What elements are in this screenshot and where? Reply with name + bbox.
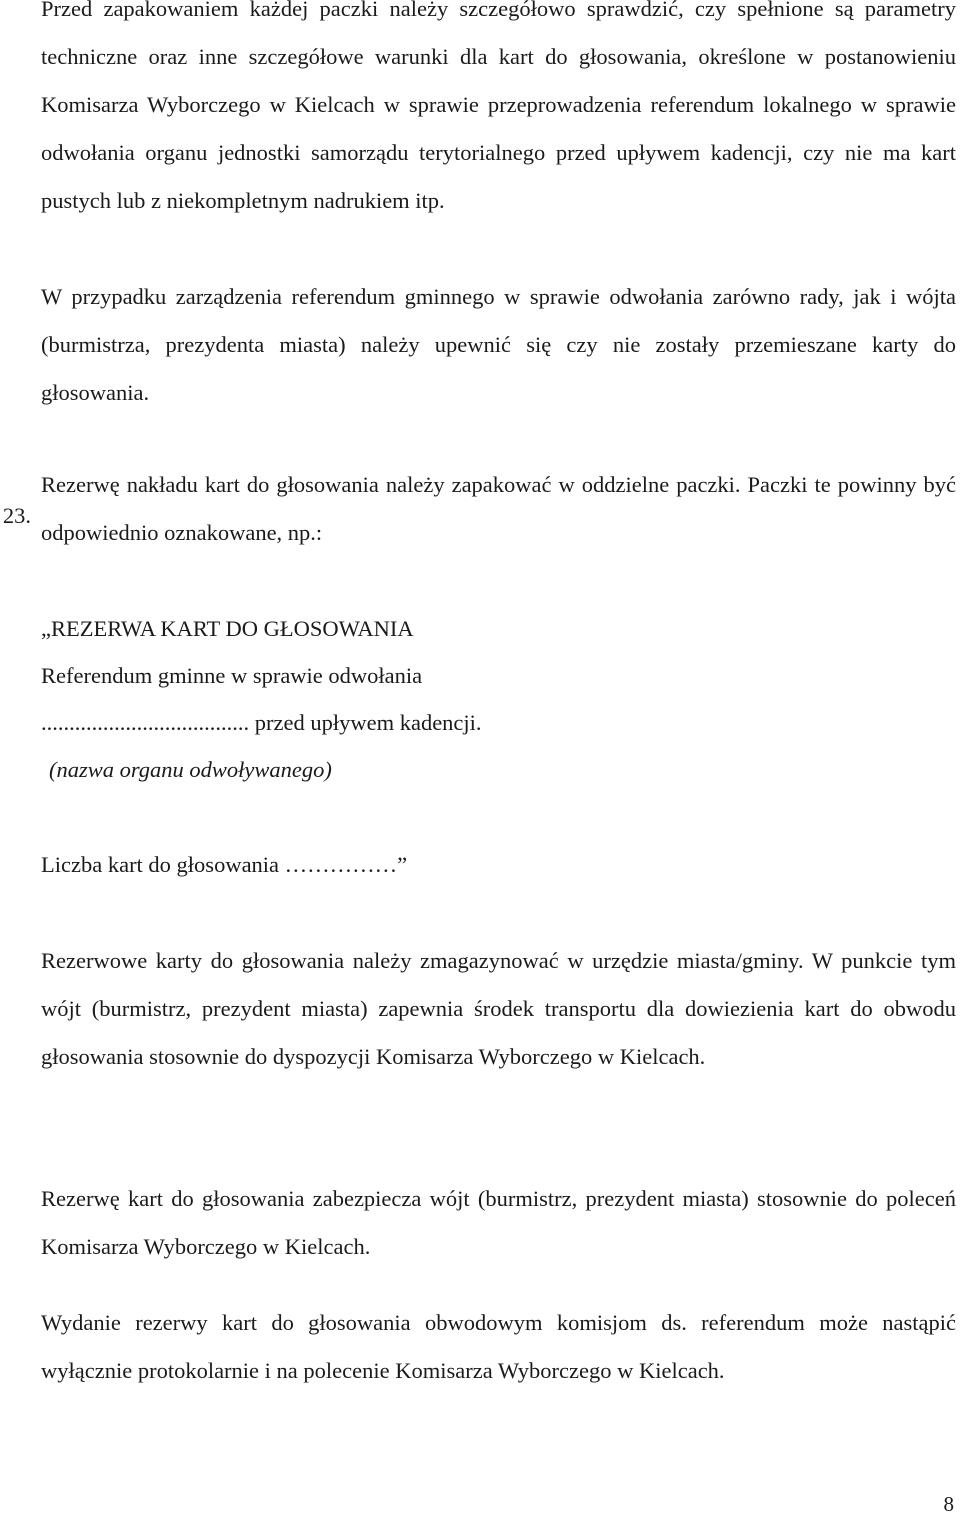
label-line-card-count: Liczba kart do głosowania ……………” — [41, 852, 408, 877]
issuance-paragraph: Wydanie rezerwy kart do głosowania obwodowym komisjom ds. referendum może nastąpić wyłącznie protokolarnie i na polecenie Komisarza Wyborczego w Kielcach. — [41, 1310, 956, 1383]
intro-section-2 — [41, 273, 956, 417]
item-23-text: Rezerwę nakładu kart do głosowania należy zapakować w oddzielne paczki. Paczki te powinny być odpowiednio oznakowane, np.: — [41, 472, 956, 545]
item-23-paragraph: 23. Rezerwę nakładu kart do głosowania należy zapakować w oddzielne paczki. Paczki te powinny być odpowiednio oznakowane, np.: — [2, 472, 956, 545]
item-23 — [2, 461, 956, 557]
label-line-heading: „REZERWA KART DO GŁOSOWANIA — [41, 616, 414, 641]
label-example — [41, 605, 956, 793]
storage-paragraph: Rezerwowe karty do głosowania należy zmagazynować w urzędzie miasta/gminy. W punkcie tym wójt (burmistrz, prezydent miasta) zapewnia środek transportu dla dowiezienia kart do obwodu głosowania stosownie do dyspozycji Komisarza Wyborczego w Kielcach. — [41, 948, 956, 1069]
intro-paragraph-1: Przed zapakowaniem każdej paczki należy szczegółowo sprawdzić, czy spełnione są parametry techniczne oraz inne szczegółowe warunki dla kart do głosowania, określone w postanowieniu Komisarza Wyborczego w Kielcach w sprawie przeprowadzenia referendum lokalnego w sprawie odwołania organu jednostki samorządu terytorialnego przed upływem kadencji, czy nie ma kart pustych lub z niekompletnym nadrukiem itp. — [41, 0, 956, 213]
intro-section — [41, 0, 956, 225]
issuance-section — [41, 1299, 956, 1395]
label-card-count — [41, 841, 956, 889]
label-line-referendum: Referendum gminne w sprawie odwołania — [41, 663, 423, 688]
page-number: 8 — [943, 1492, 954, 1516]
security-section — [41, 1175, 956, 1271]
label-line-term: ..................................... przed upływem kadencji. — [41, 710, 482, 735]
intro-paragraph-2: W przypadku zarządzenia referendum gminnego w sprawie odwołania zarówno rady, jak i wójta (burmistrza, prezydenta miasta) należy upewnić się czy nie zostały przemieszane karty do głosowania. — [41, 284, 956, 405]
storage-section — [41, 937, 956, 1081]
security-paragraph: Rezerwę kart do głosowania zabezpiecza wójt (burmistrz, prezydent miasta) stosownie do poleceń Komisarza Wyborczego w Kielcach. — [41, 1186, 956, 1259]
label-line-organ-note: (nazwa organu odwoływanego) — [49, 757, 332, 782]
